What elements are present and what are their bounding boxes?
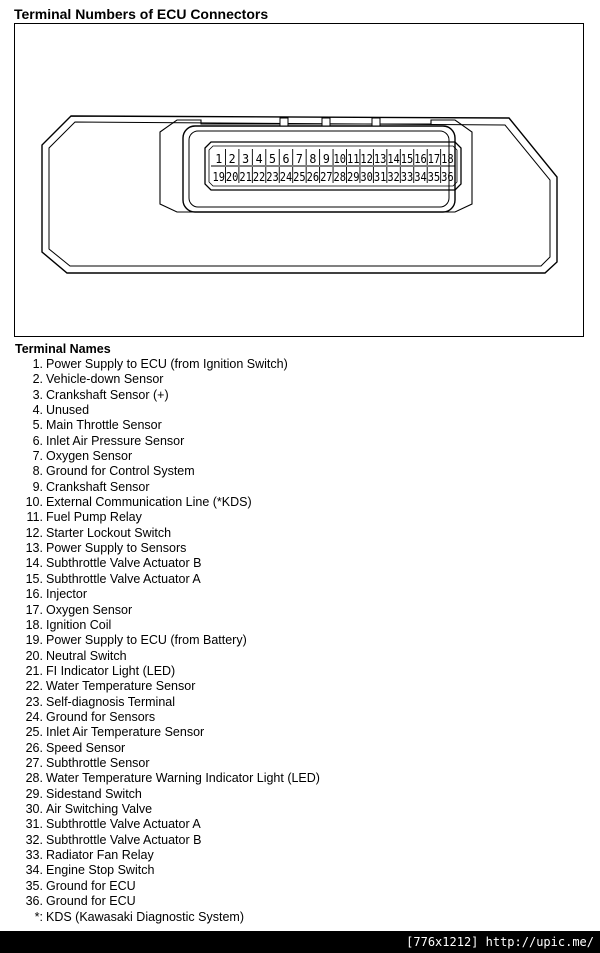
terminal-item xyxy=(0,572,320,587)
terminal-number: 36. xyxy=(25,894,43,909)
terminal-item xyxy=(0,526,320,541)
pin-number: 19 xyxy=(212,170,225,184)
terminal-number: 33. xyxy=(25,848,43,862)
terminal-name: Injector xyxy=(46,587,87,602)
pin-number: 33 xyxy=(400,170,414,184)
terminal-name: Ground for Control System xyxy=(46,464,195,479)
terminal-number: 31. xyxy=(25,817,43,832)
terminal-number: 18. xyxy=(25,617,43,632)
terminal-item xyxy=(0,480,320,495)
terminal-name: Subthrottle Valve Actuator A xyxy=(46,817,201,832)
terminal-name: Main Throttle Sensor xyxy=(46,418,162,433)
pin-number: 32 xyxy=(387,170,400,184)
terminal-item xyxy=(0,848,320,863)
terminal-item xyxy=(0,649,320,664)
terminal-item xyxy=(0,833,320,848)
terminal-name: Starter Lockout Switch xyxy=(46,525,172,540)
pin-number: 27 xyxy=(320,170,333,184)
pin-number: 11 xyxy=(346,152,360,166)
terminal-name: Inlet Air Pressure Sensor xyxy=(46,433,185,448)
watermark-bar xyxy=(0,932,600,953)
terminal-name: Inlet Air Temperature Sensor xyxy=(46,725,205,740)
terminal-name: Water Temperature Warning Indicator Light (LED) xyxy=(46,771,320,786)
terminal-name: Subthrottle Valve Actuator B xyxy=(46,556,202,571)
terminal-name: Subthrottle Valve Actuator B xyxy=(46,832,202,847)
terminal-number: 8. xyxy=(32,464,43,479)
terminal-number: 7. xyxy=(32,449,43,464)
terminal-number: 32. xyxy=(25,832,43,847)
pin-number: 4 xyxy=(255,152,263,166)
terminal-number: 30. xyxy=(25,801,43,816)
terminal-item xyxy=(0,756,320,771)
terminal-item xyxy=(0,587,320,602)
terminal-item xyxy=(0,603,320,618)
terminal-name: Crankshaft Sensor xyxy=(46,479,150,494)
terminal-number: 14. xyxy=(25,556,43,571)
terminal-item xyxy=(0,695,320,710)
terminal-name: Water Temperature Sensor xyxy=(46,679,196,694)
terminal-item xyxy=(0,510,320,525)
terminal-number: 6. xyxy=(32,433,43,448)
pin-number: 1 xyxy=(215,152,223,166)
terminal-name: Oxygen Sensor xyxy=(46,449,133,464)
pin-number: 29 xyxy=(346,170,360,184)
terminal-name: Unused xyxy=(46,403,90,418)
pin-number: 14 xyxy=(387,152,400,166)
terminal-number: 23. xyxy=(25,694,43,709)
terminal-item xyxy=(0,710,320,725)
terminal-item xyxy=(0,879,320,894)
footnote xyxy=(0,910,244,924)
terminal-name: Sidestand Switch xyxy=(46,786,142,801)
terminal-number: 1. xyxy=(32,357,43,371)
terminal-item xyxy=(0,403,320,418)
pin-number: 2 xyxy=(228,152,236,166)
terminal-name: Neutral Switch xyxy=(46,648,127,663)
terminal-item xyxy=(0,787,320,802)
ecu-connector-diagram xyxy=(14,23,584,337)
terminal-item xyxy=(0,372,320,387)
pin-number: 3 xyxy=(242,152,250,166)
terminal-number: 29. xyxy=(25,786,43,801)
footnote-symbol: *: xyxy=(34,910,43,924)
pin-number: 6 xyxy=(282,152,290,166)
ecu-connector-drawing xyxy=(15,24,585,338)
pin-number: 25 xyxy=(293,170,306,184)
pin-number: 28 xyxy=(333,170,347,184)
terminal-number: 13. xyxy=(25,541,43,556)
terminal-name: External Communication Line (*KDS) xyxy=(46,495,252,510)
pin-number: 16 xyxy=(414,152,427,166)
terminal-number: 28. xyxy=(25,771,43,786)
terminal-name: FI Indicator Light (LED) xyxy=(46,663,176,678)
terminal-item xyxy=(0,464,320,479)
pin-number: 31 xyxy=(373,170,387,184)
terminal-name: Ground for Sensors xyxy=(46,709,156,724)
terminal-item xyxy=(0,633,320,648)
terminal-name: Self-diagnosis Terminal xyxy=(46,694,175,709)
terminal-item xyxy=(0,618,320,633)
terminal-name: Subthrottle Sensor xyxy=(46,755,150,770)
terminal-item xyxy=(0,741,320,756)
terminal-number: 15. xyxy=(25,571,43,586)
pin-number: 7 xyxy=(295,152,303,166)
terminal-number: 34. xyxy=(25,863,43,878)
pin-number: 26 xyxy=(306,170,320,184)
terminal-name: Engine Stop Switch xyxy=(46,863,155,878)
pin-number: 9 xyxy=(322,152,330,166)
terminal-number: 19. xyxy=(25,633,43,648)
terminal-item xyxy=(0,771,320,786)
terminal-number: 4. xyxy=(32,403,43,418)
terminal-name: Subthrottle Valve Actuator A xyxy=(46,571,201,586)
terminal-names-heading: Terminal Names xyxy=(15,342,111,356)
terminal-number: 2. xyxy=(32,372,43,387)
watermark-text: [776x1212] http://upic.me/ xyxy=(406,935,594,949)
terminal-item xyxy=(0,556,320,571)
terminal-item xyxy=(0,449,320,464)
pin-number: 23 xyxy=(266,170,279,184)
pin-number: 18 xyxy=(441,152,454,166)
terminal-item xyxy=(0,894,320,909)
terminal-name: Power Supply to Sensors xyxy=(46,541,187,556)
terminal-item xyxy=(0,802,320,817)
pin-number: 34 xyxy=(414,170,427,184)
terminal-number: 11. xyxy=(26,510,43,525)
pin-number: 35 xyxy=(427,170,441,184)
pin-number: 21 xyxy=(239,170,252,184)
pin-number: 15 xyxy=(400,152,414,166)
pin-number: 8 xyxy=(309,152,317,166)
terminal-number: 16. xyxy=(25,587,43,602)
terminal-name: Oxygen Sensor xyxy=(46,602,133,617)
terminal-item xyxy=(0,357,320,372)
terminal-number: 9. xyxy=(32,479,43,494)
terminal-item xyxy=(0,725,320,740)
terminal-name: Power Supply to ECU (from Battery) xyxy=(46,633,247,648)
footnote-text: KDS (Kawasaki Diagnostic System) xyxy=(46,910,244,924)
terminal-number: 17. xyxy=(25,602,43,617)
terminal-name: Ground for ECU xyxy=(46,894,136,909)
pin-number: 30 xyxy=(360,170,373,184)
terminal-name: Ground for ECU xyxy=(46,878,136,893)
pin-number: 10 xyxy=(333,152,347,166)
terminal-number: 22. xyxy=(25,679,43,694)
pin-number: 24 xyxy=(279,170,293,184)
terminal-item xyxy=(0,418,320,433)
terminal-number: 10. xyxy=(25,495,43,510)
terminal-item xyxy=(0,541,320,556)
terminal-number: 35. xyxy=(25,878,43,893)
pin-number: 13 xyxy=(373,152,387,166)
terminal-name: Ignition Coil xyxy=(46,617,112,632)
terminal-item xyxy=(0,495,320,510)
pin-number: 20 xyxy=(225,170,239,184)
terminal-number: 20. xyxy=(25,648,43,663)
pin-number: 12 xyxy=(360,152,373,166)
pin-number: 22 xyxy=(252,170,266,184)
terminal-item xyxy=(0,817,320,832)
terminal-number: 12. xyxy=(25,525,43,540)
terminal-name: Fuel Pump Relay xyxy=(46,510,142,525)
terminal-number: 5. xyxy=(32,418,43,433)
terminal-item xyxy=(0,434,320,449)
terminal-name: Crankshaft Sensor (+) xyxy=(46,387,169,402)
terminal-name: Vehicle-down Sensor xyxy=(46,372,164,387)
terminal-number: 25. xyxy=(25,725,43,740)
terminal-number: 3. xyxy=(32,387,43,402)
terminal-item xyxy=(0,388,320,403)
terminal-item xyxy=(0,664,320,679)
terminal-name: Power Supply to ECU (from Ignition Switch) xyxy=(46,357,288,371)
terminal-name: Air Switching Valve xyxy=(46,801,153,816)
terminal-name: Speed Sensor xyxy=(46,740,126,755)
terminal-name: Radiator Fan Relay xyxy=(46,848,154,862)
pin-number: 17 xyxy=(427,152,441,166)
pin-number: 5 xyxy=(269,152,277,166)
page-title: Terminal Numbers of ECU Connectors xyxy=(14,6,269,22)
terminal-list xyxy=(0,357,320,909)
terminal-number: 27. xyxy=(25,755,43,770)
terminal-item xyxy=(0,863,320,878)
pin-number: 36 xyxy=(441,170,454,184)
terminal-item xyxy=(0,679,320,694)
terminal-number: 26. xyxy=(25,740,43,755)
terminal-number: 21. xyxy=(25,663,43,678)
terminal-number: 24. xyxy=(25,709,43,724)
